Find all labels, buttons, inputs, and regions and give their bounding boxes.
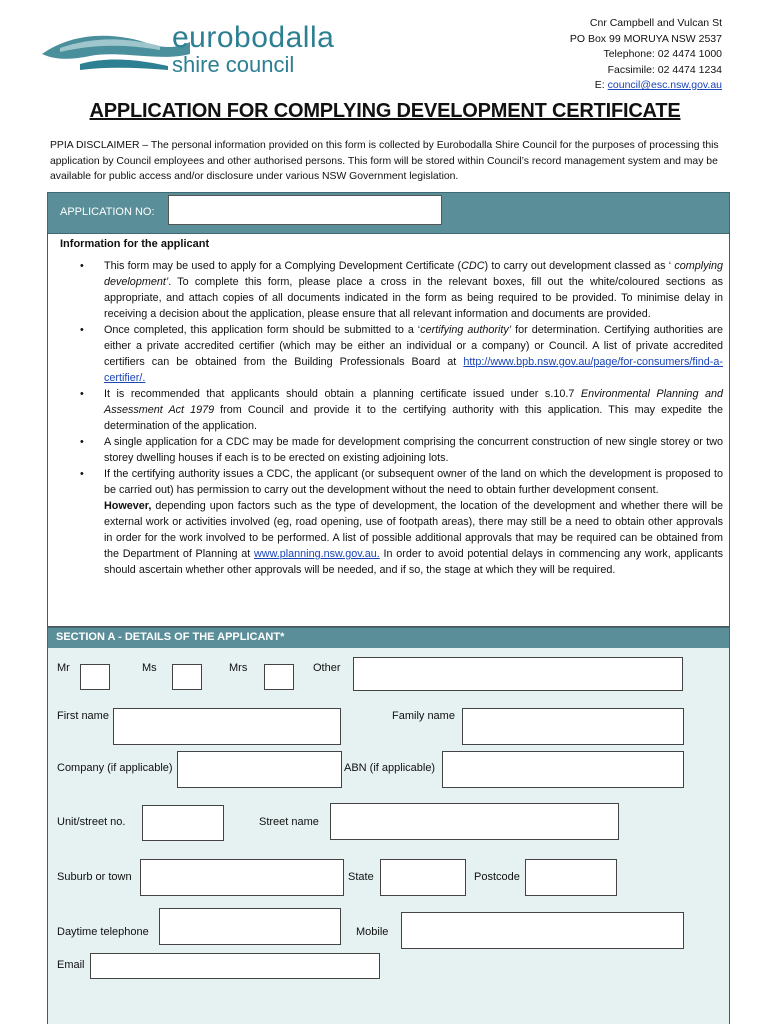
ms-checkbox[interactable] [172, 664, 202, 690]
contact-block [570, 16, 722, 94]
address-line2: PO Box 99 MORUYA NSW 2537 [569, 32, 722, 45]
other-title-field[interactable] [353, 657, 683, 691]
bullet-icon: • [80, 260, 84, 272]
state-label: State [348, 871, 374, 883]
email-line [570, 78, 722, 94]
abn-label: ABN (if applicable) [344, 762, 436, 774]
bullet-icon: • [80, 388, 84, 400]
bpb-certifier-link[interactable]: http://www.bpb.nsw.gov.au/page/for-consumers/find-a-certifier/. [104, 356, 723, 384]
telephone: Telephone: 02 4474 1000 [603, 48, 722, 60]
postcode-field[interactable] [525, 859, 617, 896]
family-name-label: Family name [392, 710, 455, 722]
unit-label: Unit/street no. [57, 816, 126, 828]
bullet-icon: • [80, 324, 84, 336]
first-name-label: First name [57, 710, 109, 722]
mrs-checkbox[interactable] [264, 664, 294, 690]
postcode-label: Postcode [474, 871, 520, 883]
suburb-field[interactable] [140, 859, 344, 896]
ppia-disclaimer: PPIA DISCLAIMER – The personal information provided on this form is collected by Eurobodalla Shire Council for the purposes of processing this application by Council employees and other authorised persons. This form will be stored within Council’s record management system and may be available for public access and/or disclosure under various NSW Government legislation. [50, 140, 719, 182]
mrs-label: Mrs [229, 662, 248, 674]
mobile-label: Mobile [356, 926, 389, 938]
daytime-phone-label: Daytime telephone [57, 926, 149, 938]
list-item: • It is recommended that applicants should obtain a planning certificate issued under s.10.7 Environmental Planning and Assessment Act 1979 from Council and provide it to the certifying authority with this application. This may expedite the determination of the application. [80, 388, 723, 432]
company-field[interactable] [177, 751, 342, 788]
mobile-field[interactable] [401, 912, 684, 949]
bullet-icon: • [80, 436, 84, 448]
application-number-field[interactable] [168, 195, 442, 225]
mr-checkbox[interactable] [80, 664, 110, 690]
list-item: • If the certifying authority issues a CDC, the applicant (or subsequent owner of the land on which the development is proposed to be carried out) has permission to carry out the development without the need to obtain further development consent. [80, 468, 723, 496]
application-number-label: APPLICATION NO: [60, 206, 155, 218]
logo-subtitle: shire council [172, 52, 295, 77]
facsimile: Facsimile: 02 4474 1234 [607, 63, 722, 76]
street-label: Street name [259, 816, 319, 828]
bullet-icon: • [80, 468, 84, 480]
email-prefix: E: [594, 79, 605, 91]
other-label: Other [313, 662, 341, 674]
daytime-phone-field[interactable] [159, 908, 341, 945]
section-a-title: SECTION A - DETAILS OF THE APPLICANT* [56, 631, 285, 643]
info-heading: Information for the applicant [60, 238, 210, 250]
first-name-field[interactable] [113, 708, 341, 745]
family-name-field[interactable] [462, 708, 684, 745]
ms-label: Ms [142, 662, 157, 674]
logo-wordmark: eurobodalla [172, 21, 335, 54]
street-field[interactable] [330, 803, 619, 840]
email-label: Email [57, 959, 85, 971]
planning-link[interactable]: www.planning.nsw.gov.au. [253, 548, 380, 560]
page-title: APPLICATION FOR COMPLYING DEVELOPMENT CERTIFICATE [89, 100, 681, 122]
unit-field[interactable] [142, 805, 224, 841]
abn-field[interactable] [442, 751, 684, 788]
suburb-label: Suburb or town [57, 871, 132, 883]
company-label: Company (if applicable) [57, 762, 173, 774]
list-item: • Once completed, this application form should be submitted to a ‘certifying authority’ for determination. Certifying authorities are either a private accredited certifier (which may be either an individual or a company) or Council. A list of private accredited certifiers can be obtained from the Building Professionals Board at http://www.bpb.nsw.gov.au/page/for-consumers/find-a-certifier/. [80, 324, 723, 384]
email-field[interactable] [90, 953, 380, 979]
list-item: • This form may be used to apply for a Complying Development Certificate (CDC) to carry out development classed as ‘ complying development’. To complete this form, please place a cross in the relevant boxes, fill out the white/coloured sections as appropriate, and attach copies of all documents indicated in the form as being required to be provided. To minimise delay in receiving a decision about the application, please ensure that all relevant information and documents are provided. [80, 260, 724, 320]
council-email-link[interactable]: council@esc.nsw.gov.au [607, 79, 722, 91]
address-line1: Cnr Campbell and Vulcan St [589, 17, 722, 29]
other-approvals-paragraph: However, depending upon factors such as the type of development, the location of the development and whether there will be external work or activities involved (eg, road opening, use of footpath areas), there may still be a need to obtain other approvals in order for the work involved to be performed. A list of possible additional approvals that may be required can be obtained from the Department of Planning at www.planning.nsw.gov.au. In order to avoid potential delays in commencing any work, applicants should ascertain whether other approvals will be needed, and if so, the stage at which they will be required. [104, 500, 724, 576]
mr-label: Mr [57, 662, 70, 674]
list-item: • A single application for a CDC may be made for development comprising the concurrent construction of new single storey or two storey dwelling houses if each is to be erected on existing adjoining lots. [80, 436, 723, 464]
state-field[interactable] [380, 859, 466, 896]
info-list [60, 258, 723, 578]
